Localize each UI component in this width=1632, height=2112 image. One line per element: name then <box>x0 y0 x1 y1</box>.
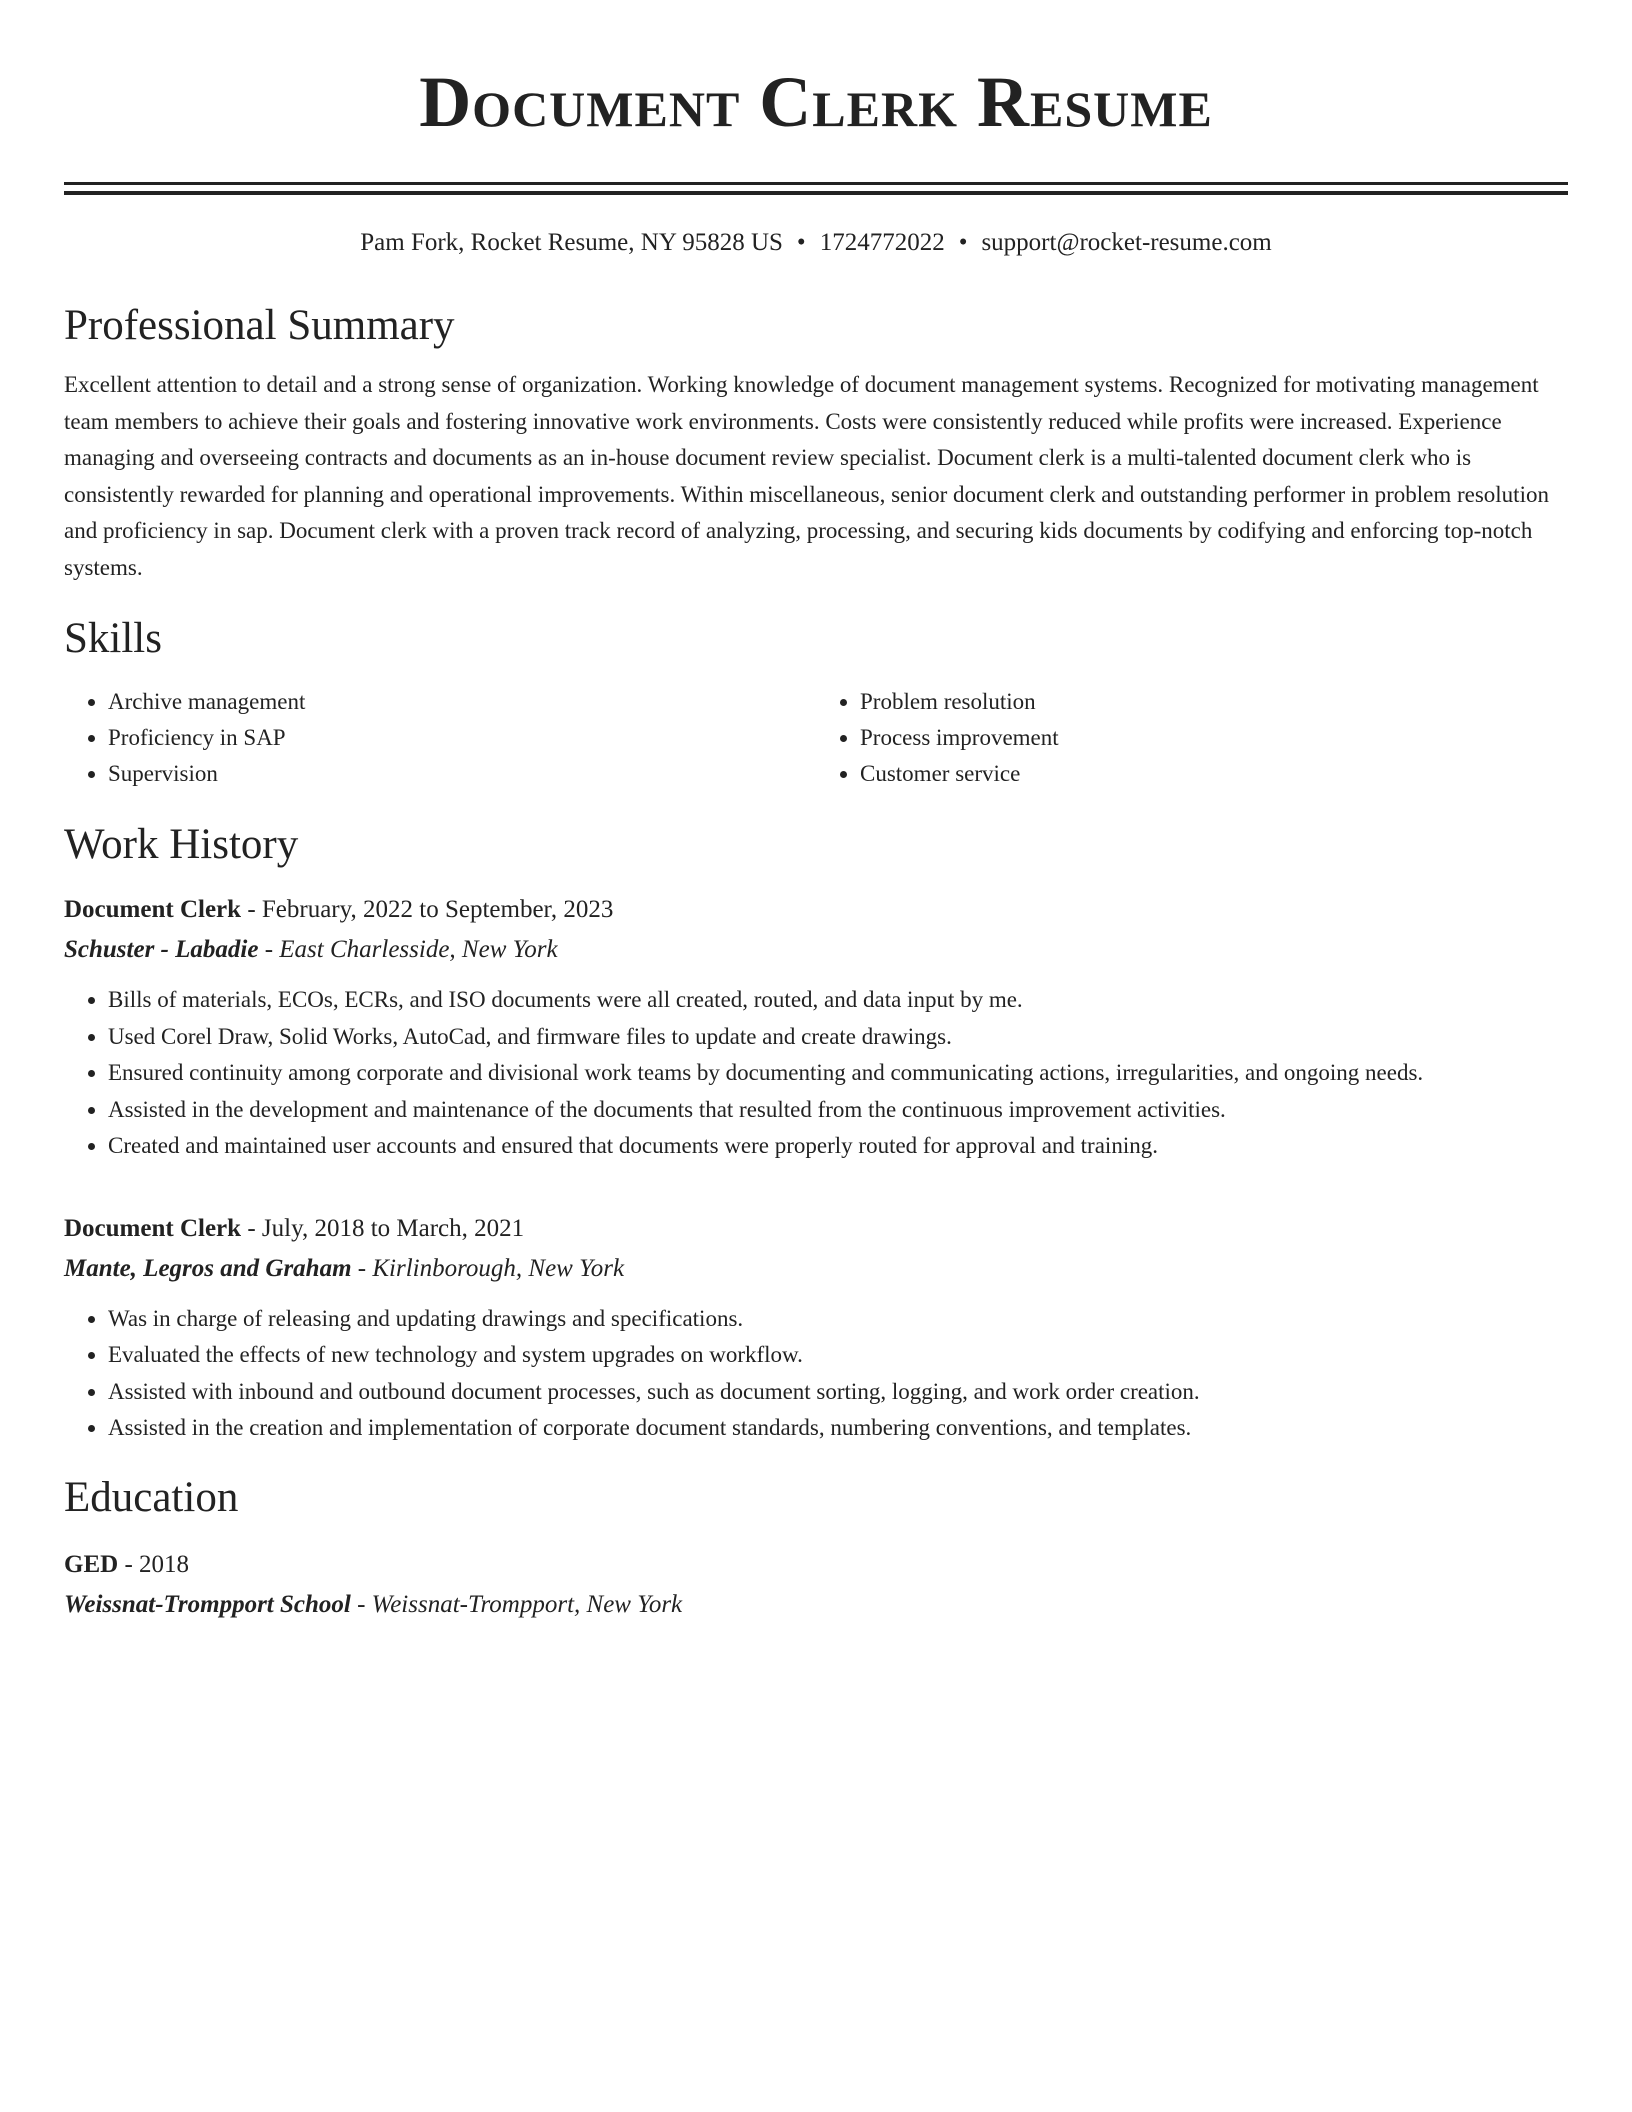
skill-item: • Proficiency in SAP <box>108 720 816 756</box>
title-divider-thick <box>64 191 1568 195</box>
job-bullet: • Evaluated the effects of new technology and system upgrades on workflow. <box>108 1337 1568 1374</box>
skills-column-left <box>64 684 816 792</box>
job-bullet: • Assisted in the development and maintenance of the documents that resulted from the continuous improvement activities. <box>108 1092 1568 1129</box>
job-bullets <box>64 982 1568 1165</box>
job-bullet: • Assisted in the creation and implementation of corporate document standards, numbering conventions, and templates. <box>108 1410 1568 1447</box>
page-title: Document Clerk Resume <box>419 62 1213 142</box>
job-bullet: • Bills of materials, ECOs, ECRs, and ISO documents were all created, routed, and data input by me. <box>108 982 1568 1019</box>
skill-item: • Problem resolution <box>860 684 1568 720</box>
job-bullet: • Created and maintained user accounts and ensured that documents were properly routed for approval and training. <box>108 1128 1568 1165</box>
skills-column-right <box>816 684 1568 792</box>
title-divider <box>64 182 1568 185</box>
job-header <box>64 890 1568 930</box>
section-heading-summary: Professional Summary <box>64 302 455 349</box>
job-dates: - July, 2018 to March, 2021 <box>241 1214 525 1242</box>
section-heading-skills: Skills <box>64 615 162 662</box>
job-header <box>64 1209 1568 1249</box>
job-employer <box>64 1249 1568 1289</box>
school-name: Weissnat-Trompport School <box>64 1590 351 1618</box>
job-bullet: • Was in charge of releasing and updating drawings and specifications. <box>108 1301 1568 1338</box>
contact-line <box>64 227 1568 259</box>
contact-email: support@rocket-resume.com <box>981 229 1272 256</box>
skills-list <box>64 684 1568 792</box>
job-dates: - February, 2022 to September, 2023 <box>241 896 614 923</box>
school-location: - Weissnat-Trompport, New York <box>350 1590 683 1618</box>
job-employer <box>64 930 1568 970</box>
job-bullet: • Ensured continuity among corporate and divisional work teams by documenting and communicating actions, irregularities, and ongoing needs. <box>108 1055 1568 1092</box>
contact-phone: 1724772022 <box>819 229 945 256</box>
degree-name: GED <box>64 1550 119 1578</box>
section-heading-education: Education <box>64 1473 239 1521</box>
job-title: Document Clerk <box>64 1214 242 1242</box>
contact-address: Pam Fork, Rocket Resume, NY 95828 US <box>360 229 783 256</box>
skill-item: • Process improvement <box>860 720 1568 756</box>
job-entry <box>64 890 1568 1165</box>
skill-item: • Customer service <box>860 756 1568 792</box>
contact-separator: • <box>796 229 806 256</box>
job-bullets <box>64 1301 1568 1447</box>
skill-item: • Supervision <box>108 756 816 792</box>
section-heading-work-history: Work History <box>64 821 299 868</box>
degree-year: - 2018 <box>118 1550 190 1578</box>
skill-item: • Archive management <box>108 684 816 720</box>
education-school <box>64 1585 1568 1625</box>
summary-text: Excellent attention to detail and a strong sense of organization. Working knowledge of document management systems. Recognized for motivating management team members to achieve their goals and fostering innovative work environments. Costs were consistently reduced while profits were increased. Experience managing and overseeing contracts and documents as an in-house document review specialist. Document clerk is a multi-talented document clerk who is consistently rewarded for planning and operational improvements. Within miscellaneous, senior document clerk and outstanding performer in problem resolution and proficiency in sap. Document clerk with a proven track record of analyzing, processing, and securing kids documents by codifying and enforcing top-notch systems. <box>64 372 1549 580</box>
job-bullet: • Used Corel Draw, Solid Works, AutoCad, and firmware files to update and create drawings. <box>108 1019 1568 1056</box>
job-entry <box>64 1209 1568 1447</box>
contact-separator: • <box>958 229 968 256</box>
company-name: Mante, Legros and Graham <box>64 1254 352 1282</box>
job-title: Document Clerk <box>64 896 242 923</box>
company-location: - East Charlesside, New York <box>258 936 558 963</box>
company-location: - Kirlinborough, New York <box>351 1254 625 1282</box>
company-name: Schuster - Labadie <box>64 936 259 963</box>
education-header <box>64 1545 1568 1585</box>
job-bullet: • Assisted with inbound and outbound document processes, such as document sorting, logging, and work order creation. <box>108 1374 1568 1411</box>
